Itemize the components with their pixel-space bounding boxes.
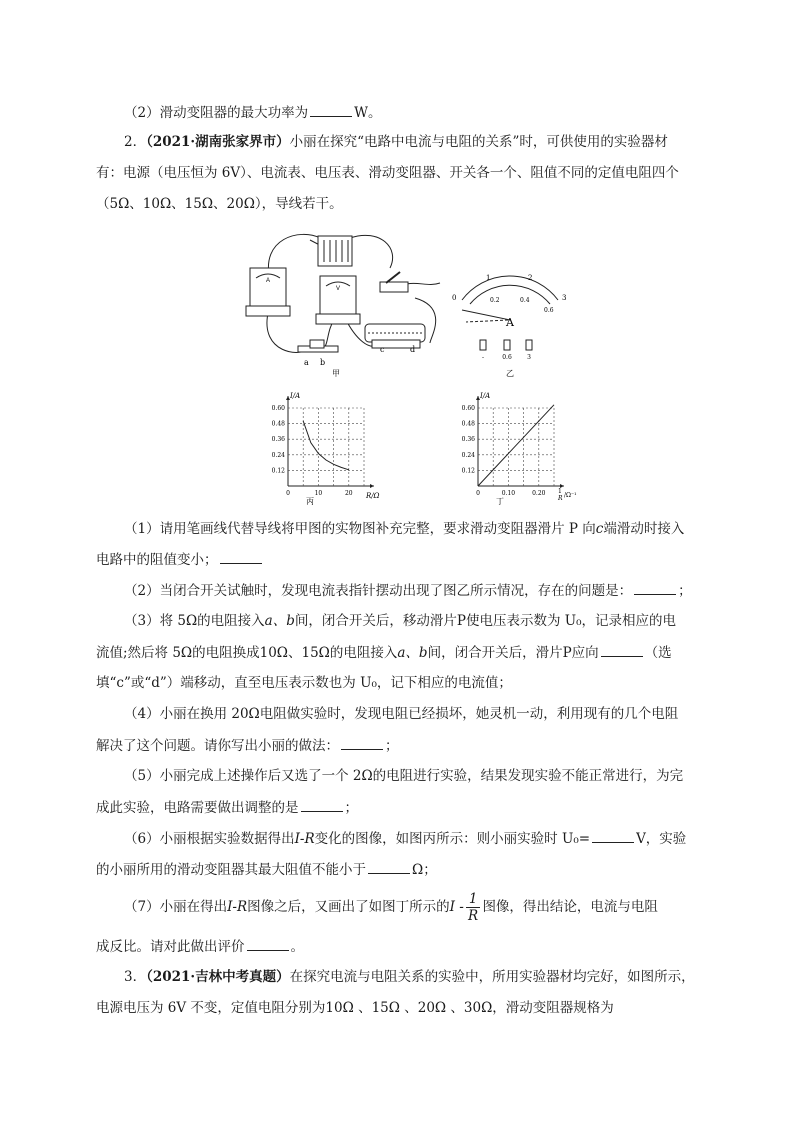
question-2-intro: [124, 132, 668, 152]
label-b: b: [320, 358, 326, 367]
caption-jia: 甲: [332, 369, 340, 378]
y-tick-label: 0.36: [461, 436, 475, 444]
label-d: d: [410, 345, 416, 354]
experiment-figure: [240, 228, 600, 513]
answer-blank[interactable]: [247, 936, 289, 951]
question-text: 填“c”或“d”）端移动，直至电压表示数也为 U₀，记下相应的电流值；: [96, 675, 512, 691]
question-text: 有：电源（电压恒为 6V）、电流表、电压表、滑动变阻器、开关各一个、阻值不同的定值电阻四个: [96, 165, 679, 181]
question-text: 成此实验，电路需要做出调整的是: [96, 800, 299, 816]
question-text: a、b: [397, 645, 428, 661]
answer-blank[interactable]: [310, 102, 352, 117]
question-text: I-R: [227, 899, 248, 915]
question-text: （5Ω、10Ω、15Ω、20Ω），导线若干。: [96, 196, 343, 212]
terminal-minus: -: [481, 354, 485, 361]
question-text: （选: [644, 645, 672, 661]
question-text: （2）滑动变阻器的最大功率为: [124, 105, 309, 121]
question-text: （7）小丽在得出: [124, 899, 228, 915]
sub-question-5: [124, 766, 683, 786]
dial-tick-2: 2: [528, 274, 533, 282]
x-tick-label: 0: [476, 490, 480, 497]
question-3-line-2: [96, 998, 614, 1018]
question-number: 3．: [124, 969, 147, 985]
question-2-line-2: [96, 163, 679, 183]
question-text: （2）当闭合开关试触时，发现电流表指针摆动出现了图乙所示情况，存在的问题是：: [124, 583, 633, 599]
fraction-numerator: 1: [466, 891, 481, 908]
question-text: I-R: [294, 831, 315, 847]
chart-caption: 丁: [496, 497, 504, 506]
x-axis-label-numerator: 1: [558, 488, 562, 495]
x-tick-label: 20: [344, 490, 353, 497]
fraction-one-over-r: [466, 891, 481, 924]
question-text: 端滑动时接入: [603, 521, 685, 537]
question-source: （2021·湖南张家界市）: [146, 134, 290, 150]
sub-question-1: [124, 519, 684, 539]
dial-unit-a: A: [506, 316, 514, 329]
sub-question-2: [124, 580, 692, 601]
x-axis-label-unit: /Ω⁻¹: [564, 492, 577, 499]
dial-tick-3: 3: [562, 294, 567, 302]
y-tick-label: 0.60: [461, 405, 475, 412]
question-3-intro: [124, 967, 695, 987]
sub-question-2-power: [124, 102, 381, 123]
x-axis-arrow: [370, 484, 374, 488]
answer-blank[interactable]: [634, 580, 676, 595]
question-text: 图像，得出结论，电流与电阻: [482, 899, 658, 915]
meter-a-label: A: [265, 278, 271, 284]
dial-inner-0.6: 0.6: [544, 307, 554, 314]
sub-question-7: [124, 890, 658, 924]
figure-jia-circuit: [246, 234, 440, 352]
question-text: c: [595, 521, 604, 537]
sub-question-1-line-2: [96, 549, 264, 570]
sub-question-4-line-2: [96, 735, 399, 756]
sub-question-3-line-2: [96, 642, 672, 663]
x-tick-label: 0: [286, 490, 290, 497]
question-text: （5）小丽完成上述操作后又选了一个 2Ω的电阻进行实验，结果发现实验不能正常进行，为完: [124, 768, 684, 784]
sub-question-6: [124, 828, 686, 849]
question-text: I -: [449, 899, 464, 915]
question-text: ；: [385, 738, 399, 754]
question-text: a、b: [264, 613, 295, 629]
sub-question-3: [124, 611, 676, 631]
chart-ding: [462, 392, 577, 506]
question-text: 解决了这个问题。请你写出小丽的做法：: [96, 738, 339, 754]
x-tick-label: 10: [314, 490, 323, 497]
question-text: 的小丽所用的滑动变阻器其最大阻值不能小于: [96, 862, 366, 878]
data-series-line: [478, 405, 554, 486]
y-axis-label: I/A: [290, 392, 301, 400]
question-number: 2．: [124, 134, 147, 150]
sub-question-5-line-2: [96, 797, 358, 818]
y-tick-label: 0.48: [271, 420, 285, 428]
question-text: 电路中的阻值变小；: [96, 552, 218, 568]
answer-blank[interactable]: [301, 797, 343, 812]
y-tick-label: 0.12: [461, 467, 475, 475]
dial-inner-0.4: 0.4: [520, 297, 530, 304]
question-text: 成反比。请对此做出评价: [96, 939, 245, 955]
x-axis-label-denominator: R: [558, 495, 563, 502]
y-tick-label: 0.12: [271, 467, 285, 475]
data-series-line: [303, 421, 349, 470]
x-tick-label: 0.10: [501, 490, 516, 497]
question-text: V，实验: [636, 831, 687, 847]
question-text: 在探究电流与电阻关系的实验中，所用实验器材均完好，如图所示，: [289, 969, 695, 985]
answer-blank[interactable]: [592, 828, 634, 843]
question-source: （2021·吉林中考真题）: [146, 969, 290, 985]
meter-v-label: V: [335, 286, 341, 292]
sub-question-3-line-3: [96, 673, 512, 693]
question-text: 图像之后，又画出了如图丁所示的: [247, 899, 450, 915]
question-2-line-3: [96, 194, 343, 214]
y-tick-label: 0.48: [461, 420, 475, 428]
caption-yi: 乙: [506, 369, 514, 378]
terminal-0.6: 0.6: [502, 354, 512, 361]
dial-tick-1: 1: [486, 274, 491, 282]
answer-blank[interactable]: [601, 642, 643, 657]
question-text: ；: [678, 583, 692, 599]
question-text: 变化的图像，如图丙所示：则小丽实验时 U₀=: [314, 831, 591, 847]
question-text: 间，闭合开关后，滑片P应向: [427, 645, 599, 661]
answer-blank[interactable]: [220, 549, 262, 564]
y-tick-label: 0.24: [461, 451, 475, 459]
sub-question-6-line-2: [96, 859, 437, 880]
label-a: a: [304, 358, 309, 367]
question-text: （3）将 5Ω的电阻接入: [124, 613, 265, 629]
question-text: （1）请用笔画线代替导线将甲图的实物图补充完整，要求滑动变阻器滑片 P 向: [124, 521, 596, 537]
answer-blank[interactable]: [368, 859, 410, 874]
question-text: W。: [354, 105, 382, 121]
y-axis-label: I/A: [480, 392, 491, 400]
question-text: 。: [290, 939, 304, 955]
x-axis-label: R/Ω: [366, 492, 380, 500]
question-text: 流值;然后将 5Ω的电阻换成10Ω、15Ω的电阻接入: [96, 645, 398, 661]
y-tick-label: 0.36: [271, 436, 285, 444]
dial-inner-0.2: 0.2: [490, 297, 500, 304]
answer-blank[interactable]: [341, 735, 383, 750]
question-text: 电源电压为 6V 不变，定值电阻分别为10Ω 、15Ω 、20Ω 、30Ω，滑动变阻器规格为: [96, 1000, 614, 1016]
question-text: 间，闭合开关后，移动滑片P使电压表示数为 U₀，记录相应的电: [294, 613, 677, 629]
fraction-denominator: R: [468, 908, 479, 924]
sub-question-7-line-2: [96, 936, 304, 957]
terminal-3: 3: [527, 354, 531, 361]
dial-tick-0: 0: [452, 294, 457, 302]
question-text: 小丽在探究“电路中电流与电阻的关系”时，可供使用的实验器材: [289, 134, 668, 150]
chart-bing: [272, 392, 380, 506]
chart-caption: 丙: [306, 497, 314, 506]
question-text: （4）小丽在换用 20Ω电阻做实验时，发现电阻已经损坏，她灵机一动，利用现有的几个电阻: [124, 706, 679, 722]
y-tick-label: 0.60: [271, 405, 285, 412]
sub-question-4: [124, 704, 678, 724]
x-tick-label: 0.20: [532, 490, 546, 497]
label-c: c: [380, 345, 385, 354]
y-tick-label: 0.24: [271, 451, 285, 459]
question-text: ；: [344, 800, 358, 816]
question-text: Ω；: [412, 862, 437, 878]
question-text: （6）小丽根据实验数据得出: [124, 831, 295, 847]
